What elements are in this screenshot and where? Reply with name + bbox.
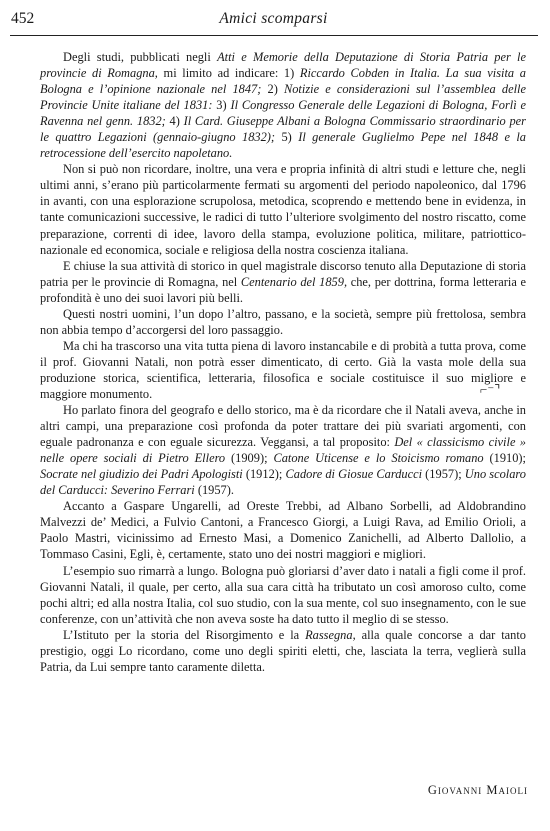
italic-title-run: Atti e Memorie della Deputazione di Storia Patria per le provincie di Romagna, xyxy=(40,50,526,81)
italic-title-run: Uno scolaro del Carducci: Severino Ferrari xyxy=(40,467,526,498)
text-run: mi limito ad indicare: 1) xyxy=(157,66,300,81)
italic-title-run: Socrate nel giudizio dei Padri Apologisti xyxy=(40,467,243,482)
header-rule xyxy=(10,35,538,36)
text-run: Ho parlato finora del geografo e dello storico, ma è da ricordare che il Natali aveva, anche in altri campi, una preparazione così profonda da poter trattare dei più svariati argomenti, con eguale padronanza e con eguale sicurezza. Veggansi, a tal proposito: xyxy=(40,403,526,450)
text-run: (1910); xyxy=(483,451,527,466)
text-run: Degli studi, pubblicati negli xyxy=(63,50,218,64)
text-run: alla quale concorse a dar tanto prestigio, oggi Lo ricordano, come uno degli spiriti eletti, che, lasciata la terra, veglierà sulla Patria, da Lui sempre tanto caramente diletta. xyxy=(40,627,526,674)
italic-title-run: Cadore di Giosue Carducci xyxy=(285,467,423,482)
author-signature: Giovanni Maioli xyxy=(427,783,528,797)
text-run: 5) xyxy=(275,130,299,145)
text-run: (1957). xyxy=(194,483,234,498)
italic-title-run: Il generale Guglielmo Pepe nel 1848 e la retrocessione dell’esercito napoletano. xyxy=(40,130,526,161)
running-title: Amici scomparsi xyxy=(219,10,328,27)
text-run: E chiuse la sua attività di storico in quel magistrale discorso tenuto alla Deputazione di storia patria per le provincie di Romagna, nel xyxy=(40,258,526,289)
proofreading-mark: ⌐⁻⌝ xyxy=(480,382,501,397)
italic-title-run: Il Card. Giuseppe Albani a Bologna Commissario straordinario per le quattro Legazioni (gennaio-giugno 1832); xyxy=(40,114,526,145)
text-run: 2) xyxy=(261,82,284,97)
text-run: Non si può non ricordare, inoltre, una vera e propria infinità di altri studi e letture che, negli ultimi anni, s’erano più particolarmente fermati su argomenti del periodo napoleonico, dal 1796 in avanti, con una esplorazione scrupolosa, metodica, scoprendo e mettendo bene in evidenza, in tante comunicazioni successive, le radici di tutto l’ulteriore svolgimento del nostro riscatto, come preparazione, correnti di idee, lavoro della stampa, evoluzione politica, militare, patriottico-nazionale ed economica, sociale e religiosa della nostra coscienza italiana. xyxy=(40,162,526,257)
paragraph-7 xyxy=(40,498,526,562)
paragraph-4 xyxy=(40,306,526,338)
text-run: (1957); xyxy=(422,467,465,482)
paragraph-2 xyxy=(40,161,526,257)
text-run: 3) xyxy=(212,98,231,113)
article-body xyxy=(40,49,526,675)
italic-title-run: Catone Uticense e lo Stoicismo romano xyxy=(273,451,484,466)
paragraph-5 xyxy=(40,338,526,402)
text-run: Questi nostri uomini, l’un dopo l’altro, passano, e la società, sempre più frettolosa, sembra non abbia tempo d’accorgersi del loro passaggio. xyxy=(40,306,526,337)
paragraph-8 xyxy=(40,563,526,627)
italic-title-run: Riccardo Cobden in Italia. La sua visita a Bologna e l’opinione nazionale nel 1847; xyxy=(40,66,526,97)
text-run: 4) xyxy=(165,114,184,129)
text-run: (1912); xyxy=(242,467,286,482)
text-run: Ma chi ha trascorso una vita tutta piena di lavoro instancabile e di probità a tutta prova, come il prof. Giovanni Natali, non potrà esser dimenticato, di certo. Già la vasta mole della sua produzione storica, scientifica, letteraria, filosofica e sociale costituisce il suo migliore e maggiore monumento. xyxy=(40,338,526,401)
text-run: L’Istituto per la storia del Risorgimento e la xyxy=(63,627,306,642)
text-run: (1909); xyxy=(225,451,274,466)
text-run: L’esempio suo rimarrà a lungo. Bologna può gloriarsi d’aver dato i natali a figli come il prof. Giovanni Natali, il quale, per certo, alla sua cara città ha tributato un così amoroso culto, come pochi altri; ed alla nostra Italia, col suo studio, con la sua mente, col suo insegnamento, con le sue conferenze, con un’attività che non aveva soste ha dato tutto il meglio di se stesso. xyxy=(40,563,526,626)
italic-title-run: Centenario del 1859, xyxy=(240,274,348,289)
paragraph-3 xyxy=(40,258,526,306)
italic-title-run: Rassegna, xyxy=(305,627,356,642)
text-run: che, per dottrina, forma letteraria e profondità è uno dei suoi lavori più belli. xyxy=(40,274,526,305)
paragraph-6 xyxy=(40,402,526,498)
page-number: 452 xyxy=(11,10,35,27)
italic-title-run: Il Congresso Generale delle Legazioni di Bologna, Forlì e Ravenna nel genn. 1832; xyxy=(40,98,526,129)
paragraph-1 xyxy=(40,49,526,161)
italic-title-run: Notizie e considerazioni sul l’assemblea delle Provincie Unite italiane del 1831: xyxy=(40,82,526,113)
running-head xyxy=(11,10,536,32)
italic-title-run: Del « classicismo civile » nelle opere sociali di Pietro Ellero xyxy=(40,435,526,466)
paragraph-9 xyxy=(40,627,526,675)
text-run: Accanto a Gaspare Ungarelli, ad Oreste Trebbi, ad Albano Sorbelli, ad Aldobrandino Malvezzi de’ Medici, a Fulvio Cantoni, a Francesco Giorgi, a Luigi Rava, ad Emilio Orioli, a Paolo Mastri, vicinissimo ad Ernesto Masi, a Domenico Zanichelli, ad Alberto Dallolio, a Tommaso Casini, Egli, è, certamente, stato uno dei nostri maggiori e migliori. xyxy=(40,499,526,562)
